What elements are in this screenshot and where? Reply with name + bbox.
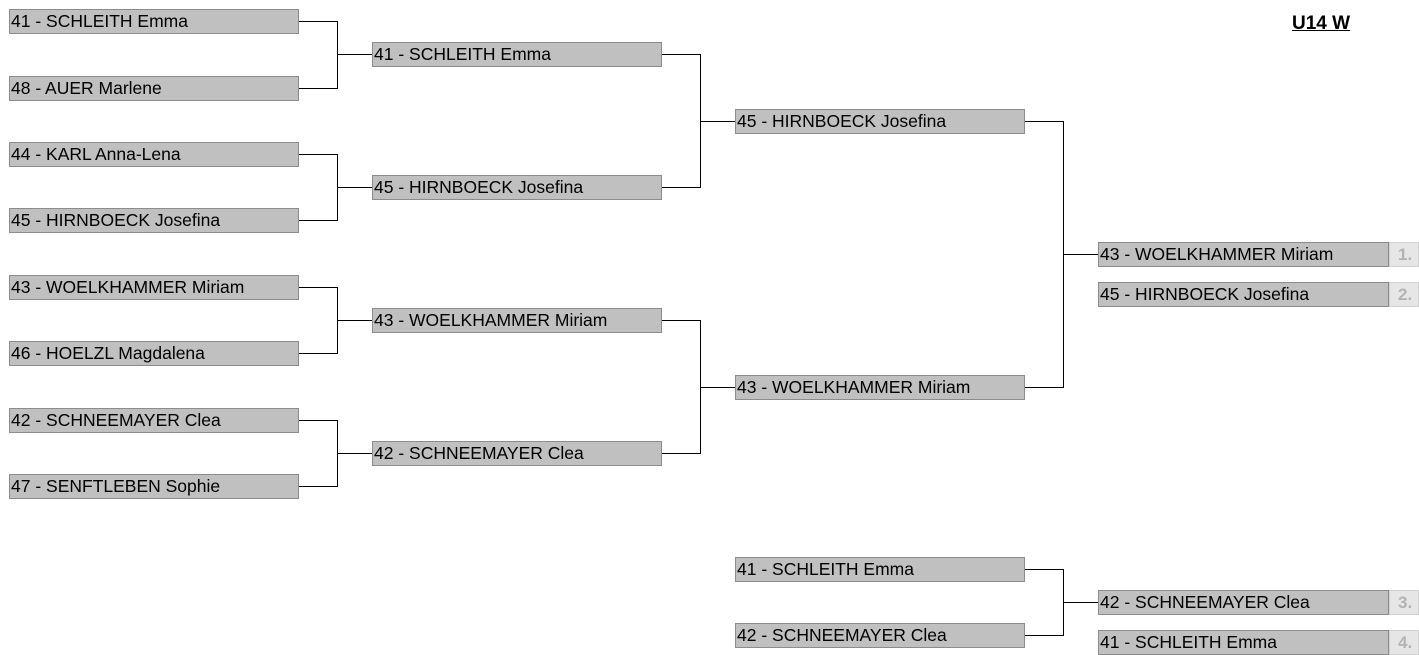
connector-line [700, 387, 735, 388]
connector-line [299, 21, 337, 22]
third-place-entry: 41 - SCHLEITH Emma [735, 557, 1025, 582]
connector-line [700, 121, 735, 122]
round1-entry: 48 - AUER Marlene [9, 76, 299, 101]
connector-line [1063, 254, 1098, 255]
connector-line [299, 88, 337, 89]
bracket-title: U14 W [1292, 13, 1351, 34]
round2-entry: 43 - WOELKHAMMER Miriam [372, 308, 662, 333]
fourth-place: 41 - SCHLEITH Emma [1098, 630, 1389, 655]
connector-line [1025, 121, 1063, 122]
connector-line [337, 21, 338, 89]
connector-line [662, 187, 700, 188]
semifinal-entry: 43 - WOELKHAMMER Miriam [735, 375, 1025, 400]
connector-line [337, 320, 372, 321]
connector-line [662, 453, 700, 454]
connector-line [299, 154, 337, 155]
third-place-entry: 42 - SCHNEEMAYER Clea [735, 623, 1025, 648]
connector-line [299, 420, 337, 421]
connector-line [1063, 602, 1098, 603]
round2-entry: 42 - SCHNEEMAYER Clea [372, 441, 662, 466]
round1-entry: 45 - HIRNBOECK Josefina [9, 208, 299, 233]
place-label-4: 4. [1389, 630, 1419, 655]
place-label-3: 3. [1389, 590, 1419, 615]
connector-line [1025, 569, 1063, 570]
final-runner-up: 45 - HIRNBOECK Josefina [1098, 282, 1389, 307]
connector-line [1025, 387, 1063, 388]
place-label-1: 1. [1389, 242, 1419, 267]
round1-entry: 44 - KARL Anna-Lena [9, 142, 299, 167]
round1-entry: 43 - WOELKHAMMER Miriam [9, 275, 299, 300]
connector-line [299, 353, 337, 354]
round2-entry: 45 - HIRNBOECK Josefina [372, 175, 662, 200]
round1-entry: 47 - SENFTLEBEN Sophie [9, 474, 299, 499]
connector-line [299, 287, 337, 288]
connector-line [299, 220, 337, 221]
connector-line [337, 187, 372, 188]
connector-line [662, 320, 700, 321]
third-place-winner: 42 - SCHNEEMAYER Clea [1098, 590, 1389, 615]
connector-line [1025, 635, 1063, 636]
semifinal-entry: 45 - HIRNBOECK Josefina [735, 109, 1025, 134]
round1-entry: 41 - SCHLEITH Emma [9, 9, 299, 34]
place-label-2: 2. [1389, 282, 1419, 307]
round1-entry: 46 - HOELZL Magdalena [9, 341, 299, 366]
connector-line [299, 486, 337, 487]
round1-entry: 42 - SCHNEEMAYER Clea [9, 408, 299, 433]
final-winner: 43 - WOELKHAMMER Miriam [1098, 242, 1389, 267]
round2-entry: 41 - SCHLEITH Emma [372, 42, 662, 67]
connector-line [337, 54, 372, 55]
connector-line [662, 54, 700, 55]
connector-line [337, 453, 372, 454]
